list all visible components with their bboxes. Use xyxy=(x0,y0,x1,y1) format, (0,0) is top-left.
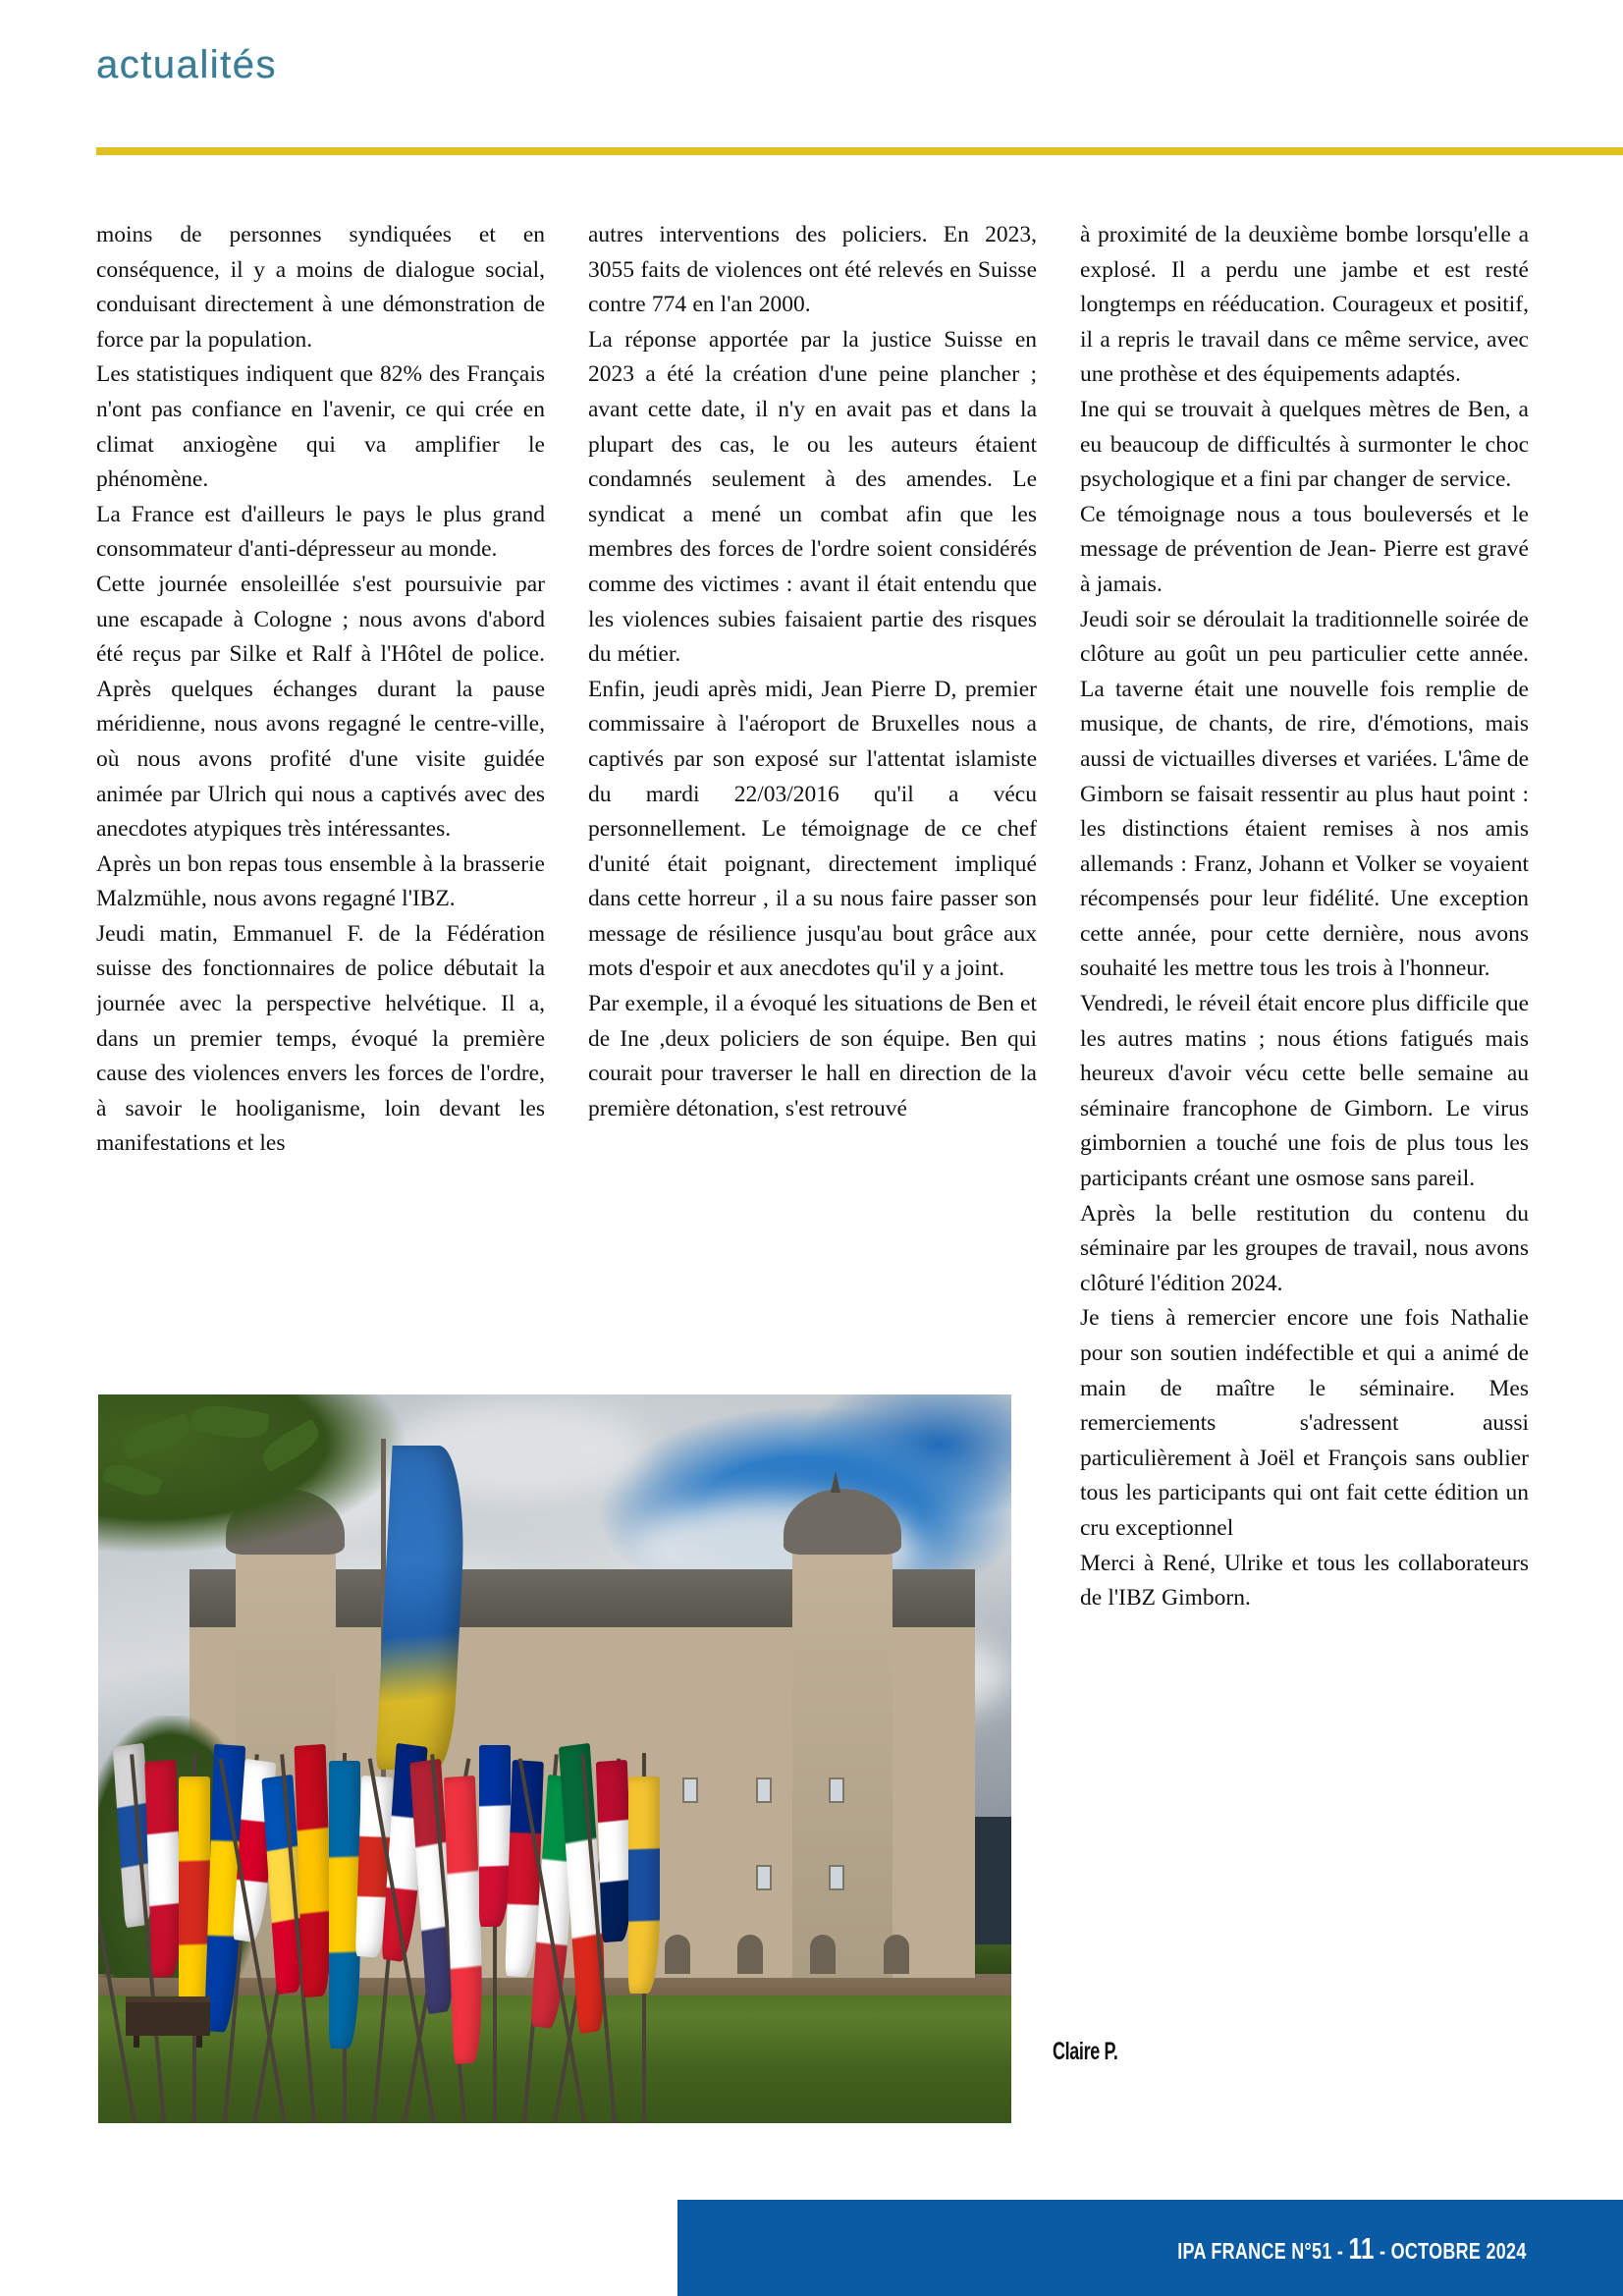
photo-castle-tower xyxy=(792,1540,893,1977)
article-photo xyxy=(98,1394,1011,2123)
photo-tower-spire xyxy=(831,1471,840,1493)
paragraph: moins de personnes syndiquées et en conséquence, il y a moins de dialogue social, conduisant directement à une démonstration de force par la population. xyxy=(96,222,545,353)
page-section-title: actualités xyxy=(96,43,277,86)
paragraph: Je tiens à remercier encore une fois Nathalie pour son soutien indéfectible et qui a animé de main de maître le séminaire. Mes remerciements s'adressent aussi particulièrement à Joël et François sans oublier tous les participants qui ont fait cette édition un cru exceptionnel xyxy=(1080,1305,1529,1541)
text-column-2 xyxy=(588,218,1037,1387)
footer-caption xyxy=(1178,2231,1527,2267)
paragraph: La France est d'ailleurs le pays le plus grand consommateur d'anti-dépresseur au monde. xyxy=(96,501,545,563)
footer-page-number: 11 xyxy=(1348,2231,1376,2266)
paragraph: Vendredi, le réveil était encore plus difficile que les autres matins ; nous étions fatigués mais heureux d'avoir vécu cette belle semaine au séminaire francophone de Gimborn. Le virus gimbornien a touché une fois de plus tous les participants créant une osmose sans pareil. xyxy=(1080,991,1529,1192)
paragraph: Merci à René, Ulrike et tous les collaborateurs de l'IBZ Gimborn. xyxy=(1080,1550,1529,1612)
photo-flag xyxy=(599,1729,632,2123)
paragraph: Après un bon repas tous ensemble à la brasserie Malzmühle, nous avons regagné l'IBZ. xyxy=(96,850,545,912)
photo-bench xyxy=(126,1996,210,2036)
footer-separator-left: - xyxy=(1337,2238,1344,2264)
paragraph: Par exemple, il a évoqué les situations de Ben et de Ine ,deux policiers de son équipe. Ben qui courait pour traverser le hall en direction de la première détonation, s'est retrouvé xyxy=(588,991,1037,1121)
footer-issue-date: OCTOBRE 2024 xyxy=(1390,2238,1527,2264)
paragraph: autres interventions des policiers. En 2023, 3055 faits de violences ont été relevés en Suisse contre 774 en l'an 2000. xyxy=(588,222,1037,318)
photo-window xyxy=(756,1777,772,1803)
header-gold-rule xyxy=(96,147,1623,155)
photo-arcade xyxy=(737,1935,763,1974)
photo-window xyxy=(756,1865,772,1890)
photo-flag xyxy=(148,1729,182,2123)
paragraph: Ce témoignage nous a tous bouleversés et le message de prévention de Jean- Pierre est gravé à jamais. xyxy=(1080,501,1529,597)
paragraph: à proximité de la deuxième bombe lorsqu'elle a explosé. Il a perdu une jambe et est resté longtemps en rééducation. Courageux et positif, il a repris le travail dans ce même service, avec une prothèse et des équipements adaptés. xyxy=(1080,222,1529,388)
text-column-1 xyxy=(96,218,545,1387)
paragraph: Enfin, jeudi après midi, Jean Pierre D, premier commissaire à l'aéroport de Bruxelles nous a captivés par son exposé sur l'attentat islamiste du mardi 22/03/2016 qu'il a vécu personnellement. Le témoignage de ce chef d'unité était poignant, directement impliqué dans cette horreur , il a su nous faire passer son message de résilience jusqu'au bout grâce aux mots d'espoir et aux anecdotes qu'il y a joint. xyxy=(588,676,1037,982)
paragraph: Les statistiques indiquent que 82% des Français n'ont pas confiance en l'avenir, ce qui crée en climat anxiogène qui va amplifier le phénomène. xyxy=(96,361,545,493)
photo-canvas xyxy=(98,1394,1011,2123)
article-signature: Claire P. xyxy=(1053,2038,1118,2065)
paragraph: Jeudi matin, Emmanuel F. de la Fédération suisse des fonctionnaires de police débutait la journée avec la perspective helvétique. Il a, dans un premier temps, évoqué la première cause des violences envers les forces de l'ordre, à savoir le hooliganisme, loin devant les manifestations et les xyxy=(96,920,545,1157)
photo-arcade xyxy=(810,1935,836,1974)
photo-window xyxy=(829,1777,844,1803)
footer-separator-right: - xyxy=(1380,2238,1386,2264)
photo-flag-cluster xyxy=(107,1729,674,2123)
photo-foreground-branch xyxy=(98,1394,408,1555)
paragraph: Jeudi soir se déroulait la traditionnelle soirée de clôture au goût un peu particulier cette année. La taverne était une nouvelle fois remplie de musique, de chants, de rire, d'émotions, mais aussi de victuailles diverses et variées. L'âme de Gimborn se faisait ressentir au plus haut point : les distinctions étaient remises à nos amis allemands : Franz, Johann et Volker se voyaient récompensés pour leur fidélité. Une exception cette année, pour cette dernière, nous avons souhaité les mettre tous les trois à l'honneur. xyxy=(1080,606,1529,982)
paragraph: Cette journée ensoleillée s'est poursuivie par une escapade à Cologne ; nous avons d'abord été reçus par Silke et Ralf à l'Hôtel de police. Après quelques échanges durant la pause méridienne, nous avons regagné le centre-ville, où nous avons profité d'une visite guidée animée par Ulrich qui nous a captivés avec des anecdotes atypiques très intéressantes. xyxy=(96,571,545,843)
photo-flag xyxy=(628,1729,662,2123)
photo-flag xyxy=(298,1729,332,2123)
photo-window xyxy=(829,1865,844,1890)
photo-arcade xyxy=(884,1935,909,1974)
photo-flag xyxy=(449,1729,482,2123)
text-column-3 xyxy=(1080,218,1529,1616)
photo-window xyxy=(682,1777,698,1803)
paragraph: Après la belle restitution du contenu du séminaire par les groupes de travail, nous avons clôturé l'édition 2024. xyxy=(1080,1200,1529,1296)
paragraph: Ine qui se trouvait à quelques mètres de Ben, a eu beaucoup de difficultés à surmonter le choc psychologique et a fini par changer de service. xyxy=(1080,396,1529,493)
footer-publication: IPA FRANCE N°51 xyxy=(1177,2238,1333,2264)
paragraph: La réponse apportée par la justice Suisse en 2023 a été la création d'une peine plancher ; avant cette date, il n'y en avait pas et dans la plupart des cas, le ou les auteurs étaient condamnés seulement à des amendes. Le syndicat a mené un combat afin que les membres des forces de l'ordre soient considérés comme des victimes : avant il était entendu que les violences subies faisaient partie des risques du métier. xyxy=(588,326,1037,668)
